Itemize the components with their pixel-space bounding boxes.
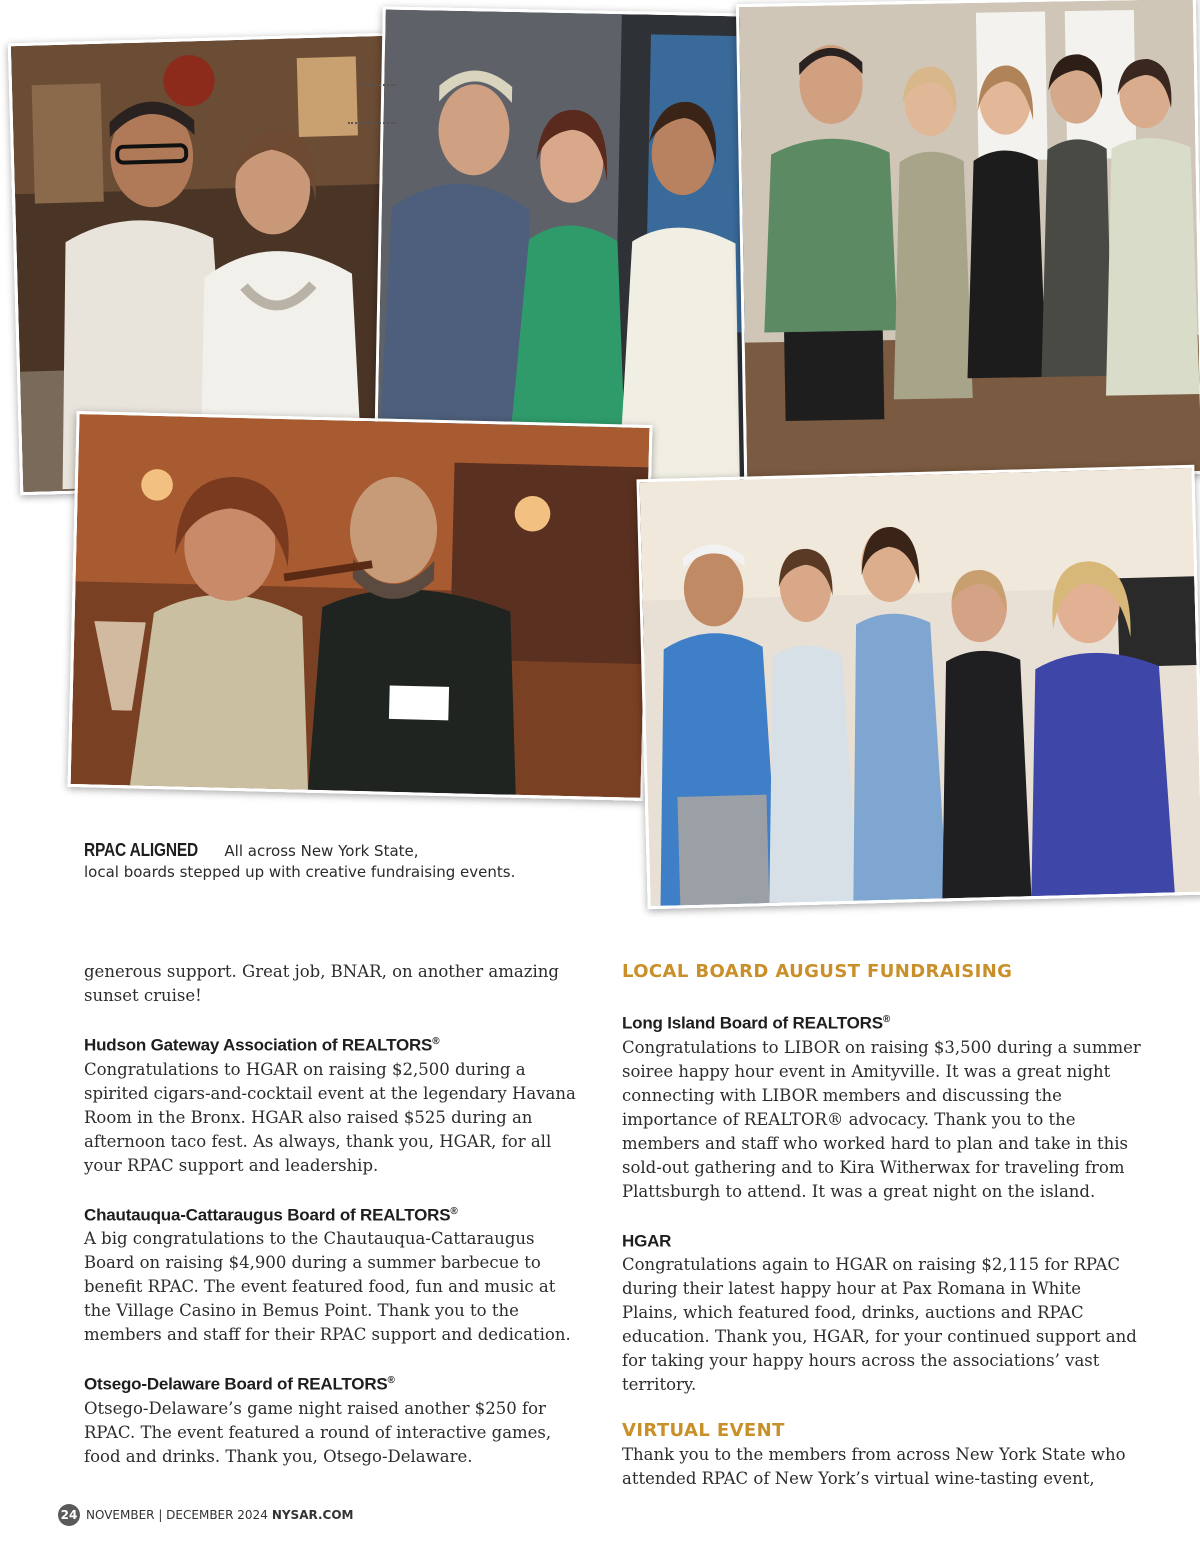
event-photo-4	[67, 411, 652, 801]
page-footer	[58, 1504, 353, 1526]
org-heading-hgar-2: HGAR	[622, 1231, 672, 1251]
right-column	[622, 960, 1142, 1491]
virtual-body: Thank you to the members from across New York State who attended RPAC of New York’s virtual wine-tasting event,	[622, 1445, 1126, 1489]
issue-date: NOVEMBER | DECEMBER 2024	[86, 1508, 268, 1522]
section-title-august: LOCAL BOARD AUGUST FUNDRAISING	[622, 961, 1013, 982]
org-heading-otsego: Otsego-Delaware Board of REALTORS®	[84, 1374, 395, 1394]
org-heading-libor: Long Island Board of REALTORS®	[622, 1013, 891, 1033]
section-title-virtual: VIRTUAL EVENT	[622, 1420, 785, 1442]
org-body-otsego: Otsego-Delaware’s game night raised another $250 for RPAC. The event featured a round of interactive games, food and drinks. Thank you, Otsego-Delaware.	[84, 1398, 552, 1466]
event-photo-5	[636, 465, 1200, 909]
org-heading-hgar: Hudson Gateway Association of REALTORS®	[84, 1035, 440, 1055]
org-body-hgar: Congratulations to HGAR on raising $2,500 during a spirited cigars-and-cocktail event at the legendary Havana Room in the Bronx. HGAR also raised $525 during an afternoon taco fest. As always, thank you, HGAR, for all your RPAC support and leadership.	[84, 1059, 576, 1175]
page-number: 24	[58, 1504, 80, 1526]
org-heading-chautauqua: Chautauqua-Cattaraugus Board of REALTORS®	[84, 1205, 458, 1225]
caption-text-line2: local boards stepped up with creative fundraising events.	[84, 863, 516, 881]
photo-caption	[84, 840, 604, 883]
org-body-libor: Congratulations to LIBOR on raising $3,500 during a summer soiree happy hour event in Amityville. It was a great night connecting with LIBOR members and discussing the importance of REALTOR® advocacy. Thank you to the members and staff who worked hard to plan and take in this sold-out gathering and to Kira Witherwax for traveling from Plattsburgh to attend. It was a great night on the island.	[622, 1037, 1141, 1201]
site-link[interactable]: NYSAR.COM	[271, 1508, 354, 1522]
left-column	[84, 960, 584, 1469]
caption-kicker: RPAC ALIGNED	[84, 840, 199, 860]
caption-text-line1: All across New York State,	[224, 842, 419, 860]
dotted-leader-2	[348, 122, 396, 124]
intro-paragraph: generous support. Great job, BNAR, on another amazing sunset cruise!	[84, 962, 559, 1005]
event-photo-3	[736, 0, 1200, 482]
dotted-leader-1	[360, 84, 396, 86]
org-body-chautauqua: A big congratulations to the Chautauqua-Cattaraugus Board on raising $4,900 during a summer barbecue to benefit RPAC. The event featured food, fun and music at the Village Casino in Bemus Point. Thank you to the members and staff for their RPAC support and dedication.	[84, 1229, 571, 1345]
org-body-hgar-2: Congratulations again to HGAR on raising $2,115 for RPAC during their latest happy hour at Pax Romana in White Plains, which featured food, drinks, auctions and RPAC education. Thank you, HGAR, for your continued support and for taking your happy hours across the associations’ vast territory.	[622, 1255, 1137, 1395]
